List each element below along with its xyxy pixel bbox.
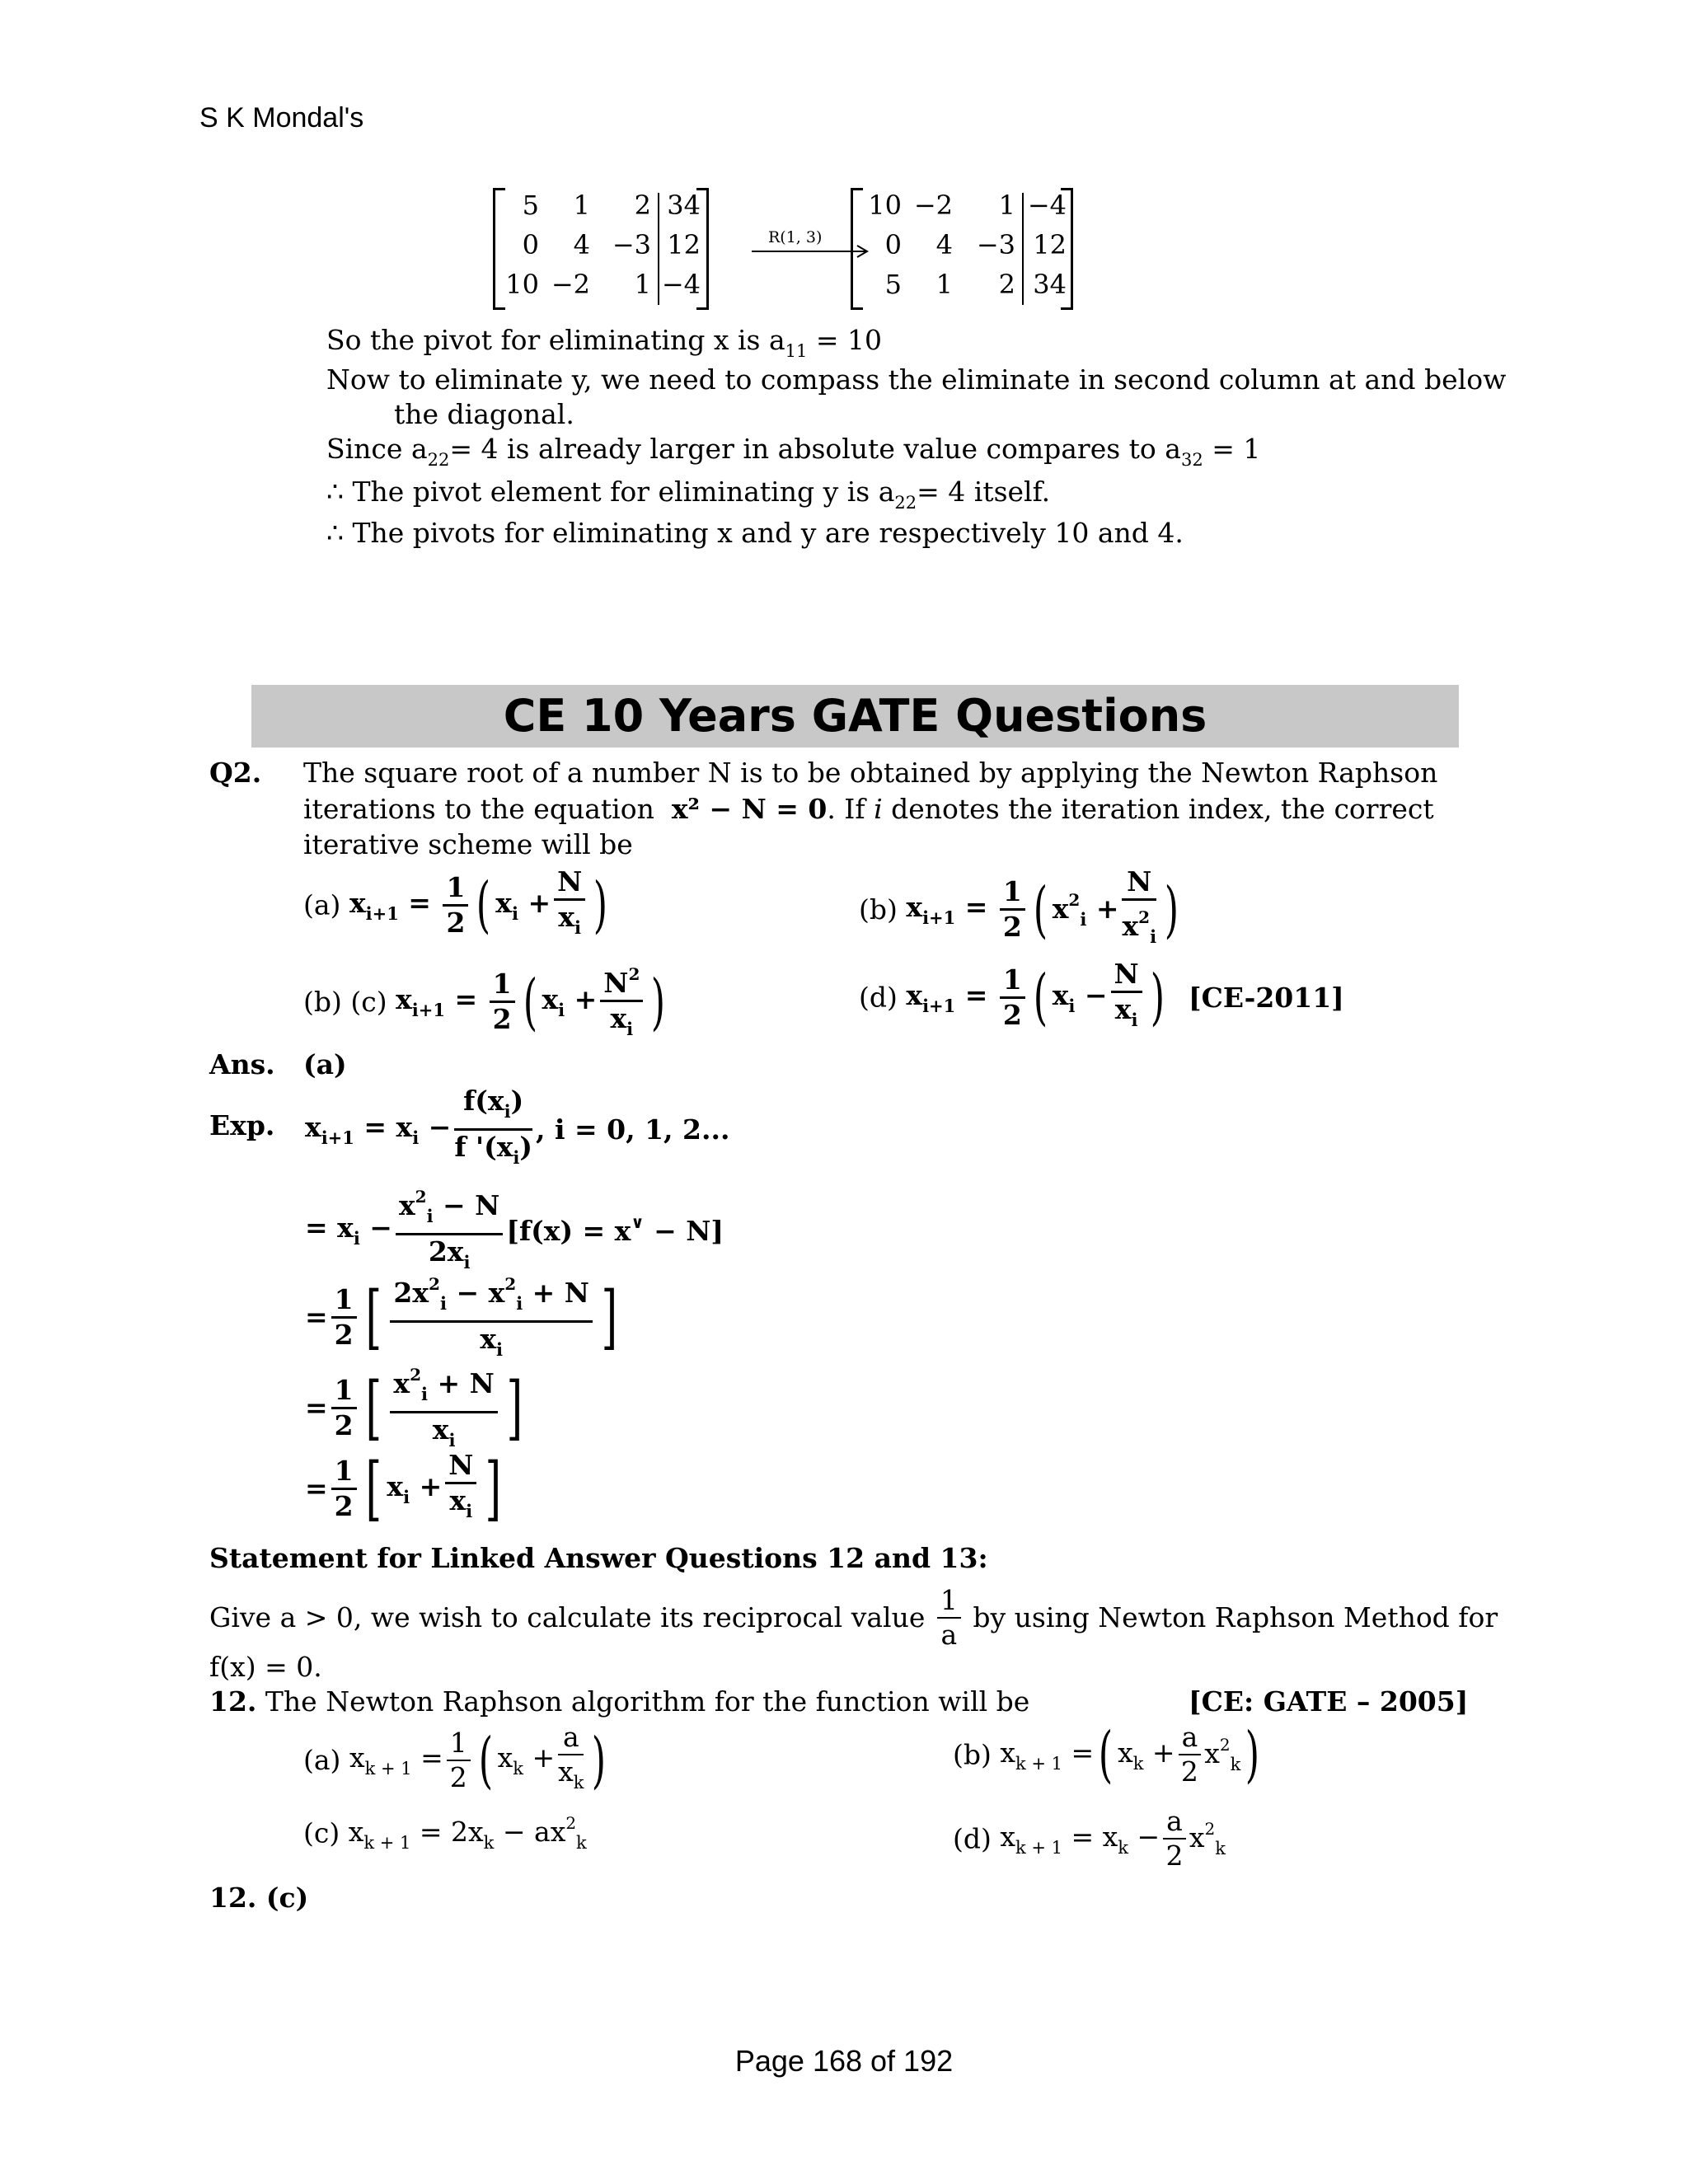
explanation-step-4: = $\frac{1}{2}$ [ $\frac{x^2_i + N}{x_i}$ ] <box>305 1358 528 1457</box>
matrix-cell: 1 <box>573 190 590 221</box>
solution-line-2b: the diagonal. <box>394 398 574 430</box>
option-d: (d) $x_{i+1}$ = $\frac{1}{2}$ ( $x_i$ − $\frac{N}{x_i}$ ) <box>859 958 1165 1033</box>
linked-statement-heading: Statement for Linked Answer Questions 12 and 13: <box>209 1542 988 1574</box>
q12-answer: 12. (c) <box>209 1882 309 1914</box>
matrix-cell: −2 <box>913 190 953 221</box>
option-c: (b) (c) $x_{i+1}$ = $\frac{1}{2}$ ( $x_i$ + $\frac{N^2}{x_i}$ ) <box>303 958 670 1046</box>
matrix-cell: −4 <box>1027 190 1067 221</box>
explanation-step-3: = $\frac{1}{2}$ [ $\frac{2x^2_i - x^2_i + N}{x_i}$ ] <box>305 1268 623 1366</box>
q12-option-b: (b) $x_{k + 1}$ =( $x_k$ + $\frac{a}{2}$ $x^2_k$) <box>953 1719 1260 1790</box>
matrix-cell: 12 <box>667 229 701 260</box>
matrix-left <box>493 188 709 310</box>
matrix-cell: 10 <box>868 190 902 221</box>
question-text-3: iterative scheme will be <box>303 828 633 860</box>
matrix-cell: 34 <box>1033 269 1067 300</box>
matrix-cell: 1 <box>998 190 1015 221</box>
matrix-cell: 4 <box>935 229 953 260</box>
linked-statement-line-2: f(x) = 0. <box>209 1651 322 1683</box>
question-text-2: iterations to the equation x² − N = 0. If i denotes the iteration index, the correct <box>303 793 1434 825</box>
answer-value: (a) <box>303 1048 347 1080</box>
section-title: CE 10 Years GATE Questions <box>503 690 1207 742</box>
matrix-cell: −2 <box>551 269 590 300</box>
linked-statement-line-1: Give a > 0, we wish to calculate its reciprocal value $\frac{1}{a}$ by using Newton Raphson Method for <box>209 1584 1498 1651</box>
answer-label: Ans. <box>209 1048 275 1080</box>
solution-line-3: Since $a_{22}= 4$ is already larger in absolute value compares to $a_{32} = 1$ <box>326 433 1261 470</box>
matrix-right <box>851 188 1073 310</box>
page-number: Page 168 of 192 <box>734 2044 954 2078</box>
matrix-cell: 1 <box>634 269 651 300</box>
matrix-cell: −3 <box>976 229 1015 260</box>
matrix-cell: 10 <box>505 269 539 300</box>
q12-source: [CE: GATE – 2005] <box>1189 1685 1469 1718</box>
matrix-cell: 4 <box>573 229 590 260</box>
explanation-label: Exp. <box>209 1109 275 1141</box>
header-author: S K Mondal's <box>199 102 364 134</box>
matrix-cell: 0 <box>884 229 902 260</box>
question-text-1: The square root of a number N is to be obtained by applying the Newton Raphson <box>303 757 1438 789</box>
option-b: (b) $x_{i+1}$ = $\frac{1}{2}$ ( $x^2_i$ + $\frac{N}{x^2_i}$ ) <box>859 865 1179 947</box>
matrix-cell: −3 <box>612 229 651 260</box>
q12-option-d: (d) $x_{k + 1} = x_k$ − $\frac{a}{2}$ $x^2_k$ <box>953 1805 1226 1872</box>
section-banner <box>251 685 1459 748</box>
q12-option-a: (a) $x_{k + 1}$ = $\frac{1}{2}$ ( $x_k$ + $\frac{a}{x_k}$ ) <box>303 1721 607 1796</box>
matrix-cell: 5 <box>884 269 902 300</box>
question-label: Q2. <box>209 757 262 789</box>
question-source: [CE-2011] <box>1189 982 1344 1014</box>
matrix-cell: 2 <box>998 269 1015 300</box>
explanation-step-2: = $x_i$ − $\frac{x^2_i - N}{2x_i}$ [f(x) = x∨ − N] <box>305 1180 724 1279</box>
matrix-cell: −4 <box>661 269 701 300</box>
q12-option-c: (c) $x_{k + 1} = 2x_k - ax^2_k$ <box>303 1813 587 1853</box>
option-a: (a) $x_{i+1}$ = $\frac{1}{2}$ ( $x_i$ + $\frac{N}{x_i}$ ) <box>303 865 608 940</box>
solution-line-5: ∴ The pivots for eliminating x and y are respectively 10 and 4. <box>326 517 1184 549</box>
solution-line-4: ∴ The pivot element for eliminating y is $a_{22}= 4$ itself. <box>326 476 1051 513</box>
matrix-cell: 34 <box>667 190 701 221</box>
matrix-cell: 12 <box>1033 229 1067 260</box>
matrix-cell: 0 <box>522 229 539 260</box>
matrix-cell: 2 <box>634 190 651 221</box>
matrix-cell: 1 <box>935 269 953 300</box>
matrix-cell: 5 <box>522 190 539 221</box>
explanation-step-1: $x_{i+1} = x_i$ − $\frac{f(x_i)}{f '(x_i)}$ , i = 0, 1, 2... <box>305 1085 730 1168</box>
solution-line-2: Now to eliminate y, we need to compass the eliminate in second column at and below <box>326 363 1507 396</box>
arrow-label: R(1, 3) <box>768 228 823 246</box>
explanation-step-5: = $\frac{1}{2}$ [ $x_i$ + $\frac{N}{x_i}$ ] <box>305 1448 502 1529</box>
q12-line: 12. The Newton Raphson algorithm for the function will be <box>209 1685 1030 1718</box>
solution-line-1: So the pivot for eliminating x is $a_{11} = 10$ <box>326 324 883 361</box>
